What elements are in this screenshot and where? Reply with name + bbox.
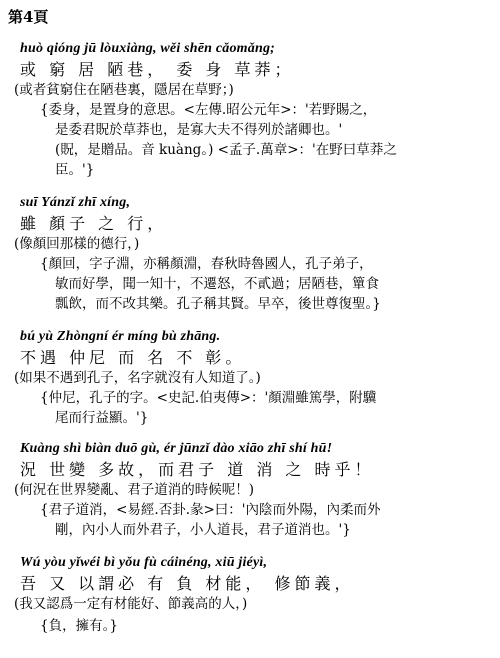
chinese-line: 況 世變 多故，而君子 道 消 之 時乎！ bbox=[20, 460, 375, 479]
pinyin-line: bú yù Zhòngní ér míng bù zhāng. bbox=[20, 329, 221, 344]
note-line: 剛，內小人而外君子，小人道長，君子道消也。'} bbox=[55, 522, 351, 538]
pinyin-line: Wú yòu yǐwéi bì yǒu fù cáinéng, xiū jiéyì, bbox=[20, 555, 268, 570]
translation-line: (或者貧窮住在陋巷裏，隱居在草野；) bbox=[14, 82, 234, 98]
note-line: 敏而好學，聞一知十，不遷怒，不貳過；居陋巷，簞食 bbox=[55, 276, 379, 292]
pinyin-line: suī Yánzǐ zhī xíng, bbox=[20, 195, 131, 210]
note-line: 臣。'} bbox=[55, 162, 95, 178]
page-number-label: 第4頁 bbox=[8, 8, 49, 26]
note-line: (貺，是贈品。音 kuàng。) <孟子.萬章>：'在野曰草莽之 bbox=[55, 142, 397, 158]
note-line: {負，擁有。} bbox=[40, 618, 118, 634]
translation-line: (像顏回那樣的德行，) bbox=[14, 236, 140, 252]
translation-line: (我又認爲一定有材能好、節義高的人，) bbox=[14, 596, 248, 612]
note-line: {顏回，字子淵，亦稱顏淵，春秋時魯國人，孔子弟子， bbox=[40, 256, 373, 272]
chinese-line: 或 窮 居 陋巷， 委 身 草莽； bbox=[20, 60, 295, 79]
pinyin-line: huò qióng jū lòuxiàng, wěi shēn cǎomǎng; bbox=[20, 41, 276, 56]
translation-line: (何況在世界變亂、君子道消的時候呢！) bbox=[14, 482, 255, 498]
note-line: {君子道消，<易經.否卦.彖>曰：'內陰而外陽，內柔而外 bbox=[40, 502, 381, 518]
note-line: 是委君貺於草莽也，是寡大夫不得列於諸卿也。' bbox=[55, 122, 343, 138]
chinese-line: 吾 又 以謂必 有 負 材能， 修節義， bbox=[20, 574, 355, 593]
note-line: {委身，是置身的意思。<左傳.昭公元年>：'若野賜之， bbox=[40, 102, 377, 118]
chinese-line: 雖 顏子 之 行， bbox=[20, 214, 168, 233]
translation-line: (如果不遇到孔子，名字就沒有人知道了。) bbox=[14, 370, 261, 386]
note-line: 瓢飲，而不改其樂。孔子稱其賢。早卒，後世尊復聖。} bbox=[55, 296, 381, 312]
note-line: {仲尼，孔子的字。<史記.伯夷傳>：'顏淵雖篤學，附驥 bbox=[40, 390, 377, 406]
note-line: 尾而行益顯。'} bbox=[55, 410, 149, 426]
chinese-line: 不遇 仲尼 而 名 不 彰。 bbox=[20, 348, 246, 367]
pinyin-line: Kuàng shì biàn duō gù, ér jūnzǐ dào xiāo zhī shí hū! bbox=[20, 441, 333, 456]
